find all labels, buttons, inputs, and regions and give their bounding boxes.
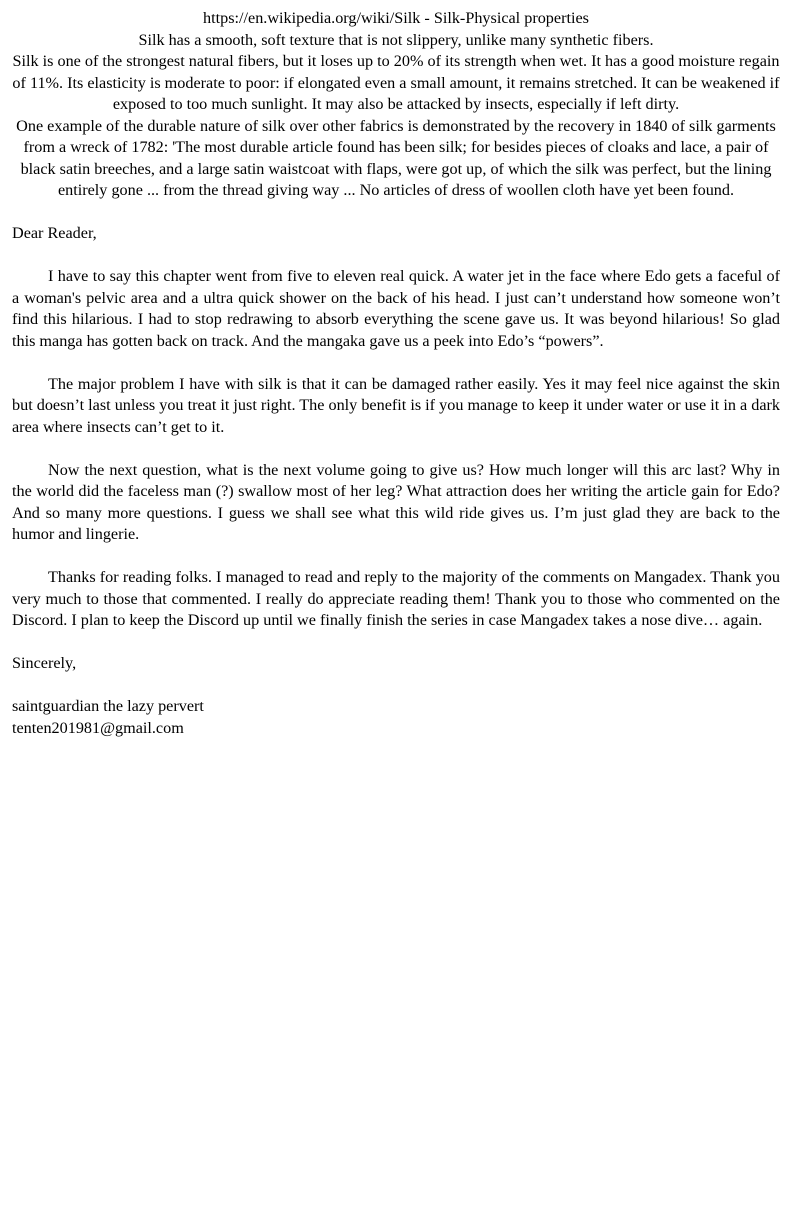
source-quote-block — [12, 8, 780, 202]
letter-paragraph: The major problem I have with silk is that it can be damaged rather easily. Yes it may feel nice against the skin but doesn’t last unless you treat it just right. The only benefit is if you manage to keep it under water or use it in a dark area where insects can’t get to it. — [12, 374, 780, 436]
contact-email: tenten201981@gmail.com — [12, 718, 184, 737]
letter-body — [12, 223, 780, 739]
letter-paragraph: Now the next question, what is the next volume going to give us? How much longer will this arc last? Why in the world did the faceless man (?) swallow most of her leg? What attraction does her writing the article gain for Edo? And so many more questions. I guess we shall see what this wild ride gives us. I’m just glad they are back to the humor and lingerie. — [12, 460, 780, 543]
document-page — [12, 8, 780, 739]
letter-signoff — [12, 696, 780, 739]
letter-salutation: Dear Reader, — [12, 224, 97, 242]
source-citation: https://en.wikipedia.org/wiki/Silk - Silk-Physical properties — [203, 9, 589, 27]
quote-paragraph: Silk is one of the strongest natural fibers, but it loses up to 20% of its strength when wet. It has a good moisture regain of 11%. Its elasticity is moderate to poor: if elongated even a small amount, it remains stretched. It can be weakened if exposed to too much sunlight. It may also be attacked by insects, especially if left dirty. — [12, 52, 780, 113]
letter-paragraph: I have to say this chapter went from five to eleven real quick. A water jet in the face where Edo gets a faceful of a woman's pelvic area and a ultra quick shower on the back of his head. I just can’t understand how someone won’t find this hilarious. I had to stop redrawing to absorb everything the scene gave us. It was beyond hilarious! So glad this manga has gotten back on track. And the mangaka gave us a peek into Edo’s “powers”. — [12, 267, 780, 350]
signature-name: saintguardian the lazy pervert — [12, 697, 204, 715]
quote-paragraph: Silk has a smooth, soft texture that is not slippery, unlike many synthetic fibers. — [138, 30, 654, 49]
letter-paragraph: Thanks for reading folks. I managed to read and reply to the majority of the comments on Mangadex. Thank you very much to those that commented. I really do appreciate reading them! Thank you to those who commented on the Discord. I plan to keep the Discord up until we finally finish the series in case Mangadex takes a nose dive… again. — [12, 568, 780, 629]
letter-closing: Sincerely, — [12, 654, 77, 672]
quote-paragraph: One example of the durable nature of silk over other fabrics is demonstrated by the recovery in 1840 of silk garments from a wreck of 1782: 'The most durable article found has been silk; for besides pieces of cloaks and lace, a pair of black satin breeches, and a large satin waistcoat with flaps, were got up, of which the silk was perfect, but the lining entirely gone ... from the thread giving way ... No articles of dress of woollen cloth have yet been found. — [16, 116, 776, 199]
